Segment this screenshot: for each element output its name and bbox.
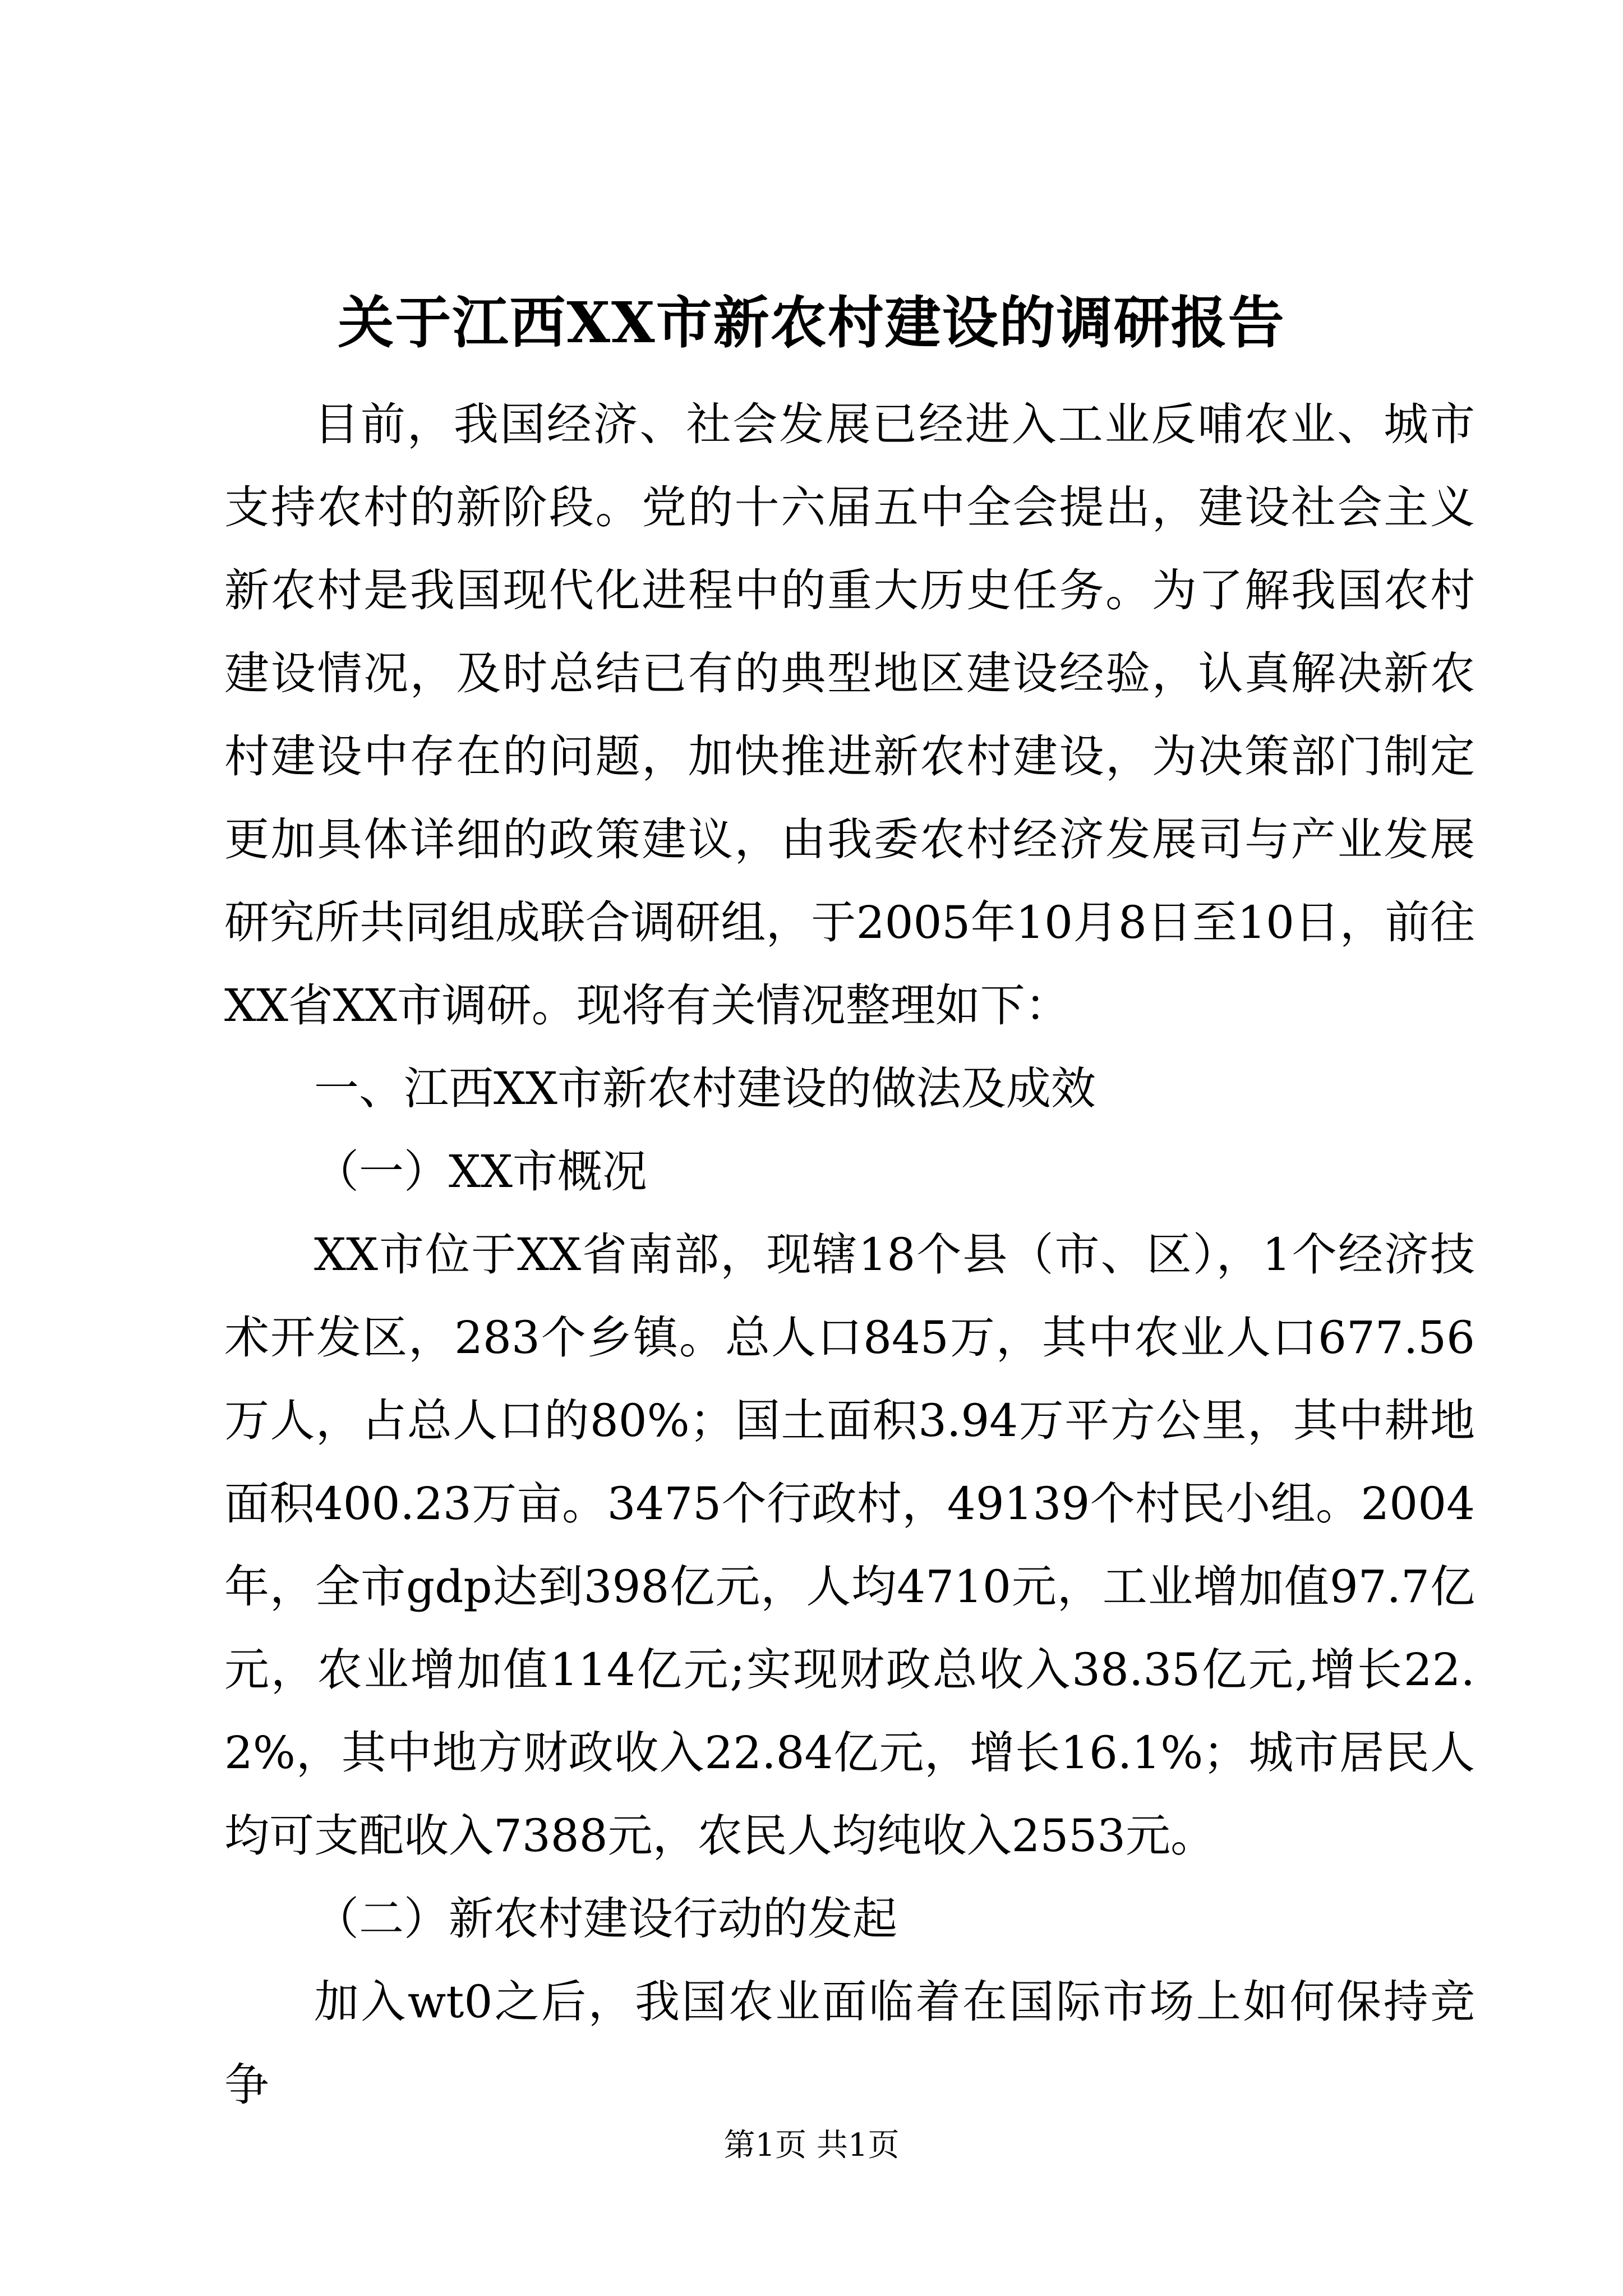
document-body	[224, 383, 1475, 2127]
section-heading-1: 一、江西XX市新农村建设的做法及成效	[314, 1062, 1096, 1115]
paragraph-intro: 目前，我国经济、社会发展已经进入工业反哺农业、城市支持农村的新阶段。党的十六届五中全会提出，建设社会主义新农村是我国现代化进程中的重大历史任务。为了解我国农村建设情况，及时总结已有的典型地区建设经验，认真解决新农村建设中存在的问题，加快推进新农村建设，为决策部门制定更加具体详细的政策建议，由我委农村经济发展司与产业发展研究所共同组成联合调研组，于2005年10月8日至10日，前往XX省XX市调研。现将有关情况整理如下：	[224, 398, 1475, 1032]
subsection-heading-2: （二）新农村建设行动的发起	[314, 1893, 897, 1945]
paragraph-wto: 加入wt0之后，我国农业面临着在国际市场上如何保持竞争	[224, 1976, 1475, 2111]
document-title: 关于江西XX市新农村建设的调研报告	[338, 289, 1285, 356]
page-footer: 第1页 共1页	[723, 2127, 900, 2164]
subsection-heading-1: （一）XX市概况	[314, 1145, 647, 1198]
paragraph-city-overview: XX市位于XX省南部，现辖18个县（市、区），1个经济技术开发区，283个乡镇。总人口845万，其中农业人口677.56万人，占总人口的80%；国土面积3.94万平方公里，其中耕地面积400.23万亩。3475个行政村，49139个村民小组。2004年，全市gdp达到398亿元，人均4710元，工业增加值97.7亿元，农业增加值114亿元;实现财政总收入38.35亿元,增长22.2%，其中地方财政收入22.84亿元，增长16.1%；城市居民人均可支配收入7388元，农民人均纯收入2553元。	[224, 1228, 1475, 1862]
